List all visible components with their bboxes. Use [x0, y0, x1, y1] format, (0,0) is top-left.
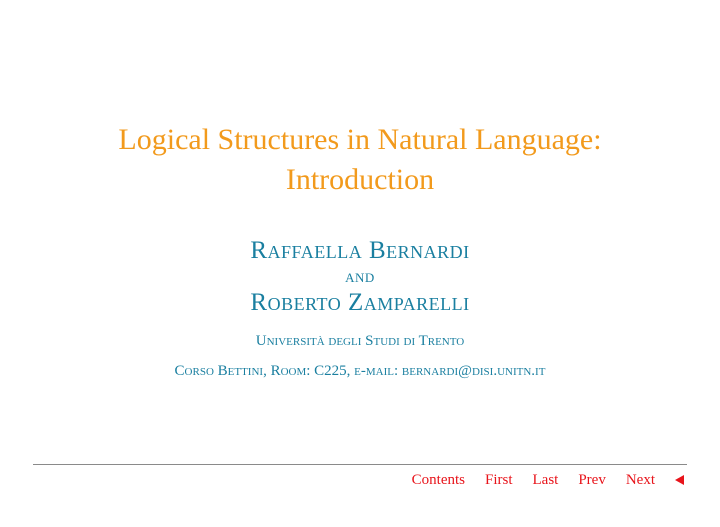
back-triangle-icon[interactable] — [675, 475, 684, 485]
author-name-2: Roberto Zamparelli — [250, 289, 470, 316]
nav-contents-link[interactable]: Contents — [411, 471, 465, 488]
nav-first-link[interactable]: First — [484, 471, 513, 488]
author-name-1: Raffaella Bernardi — [250, 237, 470, 264]
nav-last-link[interactable]: Last — [532, 471, 559, 488]
authors-block — [0, 236, 720, 318]
footer-divider — [33, 464, 687, 465]
author-conjunction: and — [345, 266, 375, 287]
title-line-1: Logical Structures in Natural Language: — [118, 123, 602, 156]
title-line-2: Introduction — [285, 163, 435, 196]
nav-prev-link[interactable]: Prev — [578, 471, 606, 488]
slide-title — [0, 120, 720, 200]
affiliation: Università degli Studi di Trento — [255, 333, 465, 349]
navigation-bar — [412, 470, 684, 490]
contact-line: Corso Bettini, Room: C225, e-mail: bernardi@disi.unitn.it — [174, 363, 546, 379]
nav-next-link[interactable]: Next — [625, 471, 655, 488]
